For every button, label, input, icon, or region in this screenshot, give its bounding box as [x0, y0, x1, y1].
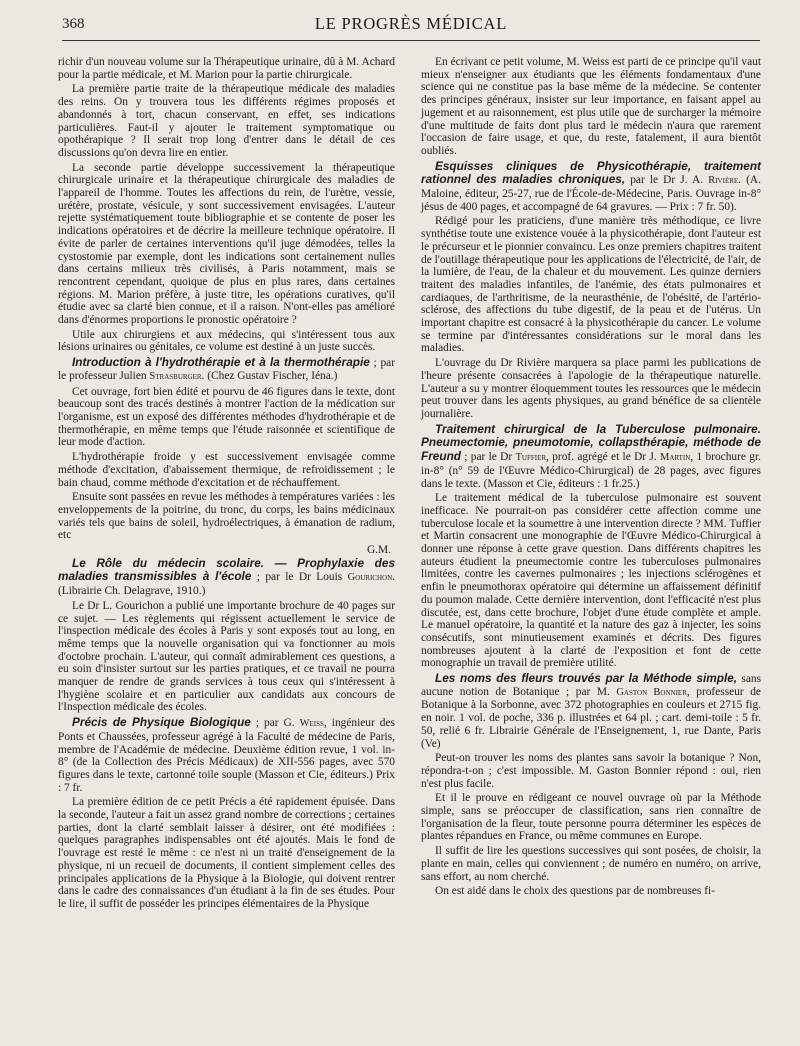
paragraph: Il suffit de lire les questions successives qui sont posées, de choisir, la plante en main, celles qui conviennent ; de numéro en numéro, on arrive, sans effort, au nom cherché. [421, 845, 761, 883]
paragraph: L'hydrothérapie froide y est successivement envisagée comme méthode d'excitation, d'abaissement thermique, de refroidissement ; le bain chaud, comme méthode d'excitation et de réchauffement. [58, 451, 395, 489]
review-heading-physicotherapy [421, 160, 761, 214]
review-publisher: . (Chez Gustav Fischer, Iéna.) [201, 369, 338, 382]
review-heading-school-doctor [58, 557, 395, 598]
paragraph: Rédigé pour les praticiens, d'une manière très méthodique, ce livre synthétise toute une existence vouée à la physicothérapie, dont l'auteur est le précurseur et le pionnier convaincu. Les onze premiers chapitres traitent de l'outillage thérapeutique pour les applications de l'électricité, de l'air, de la lumière, de l'eau, de la chaleur et du mouvement. Les quinze derniers traitent des maladies infantiles, de l'anémie, des états pulmonaires et cardiaques, de l'arthritisme, de la neurasthénie, de l'obésité, de l'artério-sclérose, des affections du tube digestif, de la peau et de l'utérus. Un important chapitre est consacré à la physicothérapie du cancer. Le volume se termine par d'intéressantes considérations sur le moral dans les maladies. [421, 215, 761, 355]
paragraph: La seconde partie développe successivement la thérapeutique chirurgicale urinaire et la thérapeutique chirurgicale des maladies de l'appareil de l'homme. Toutes les affections du rein, de l'urètre, vessie, urétère, prostate, vésicule, y sont successivement envisagées. L'auteur rejette systématiquement toute bibliographie et se contente de poser les indications opératoires et de décrire la meilleure technique opératoire. Il évite de parler de certaines interventions qu'il juge démodées, telles la cystostomie par exemple, dont les indications sont certainement nulles dans certains milieux très civilisés, à Paris notamment, mais se rencontrent cependant, quoique de plus en plus rares, dans certaines régions. M. Marion préfère, à juste titre, les opérations curatives, qu'il étudie avec sa clarté bien connue, et il a raison. N'ont-elles pas amélioré dans d'énormes proportions le pronostic opératoire ? [58, 161, 395, 327]
paragraph: Ensuite sont passées en revue les méthodes à températures variées : les enveloppements de la poitrine, du tronc, du corps, les bains médicinaux variés tels que bains de soleil, hydroélectriques, à émanation de radium, etc [58, 491, 395, 542]
review-byline: ; par le professeur Julien [58, 357, 395, 382]
journal-title: LE PROGRÈS MÉDICAL [314, 14, 508, 33]
paragraph: Et il le prouve en rédigeant ce nouvel ouvrage où par la Méthode simple, sans se préoccuper de classification, sans rien connaître de l'organisation de la fleur, toute personne pourra déterminer les espèces de plantes répandues en France, ou même communes en Europe. [421, 792, 761, 843]
paragraph: On est aidé dans le choix des questions par de nombreuses fi- [435, 885, 715, 898]
paragraph: Cet ouvrage, fort bien édité et pourvu de 46 figures dans le texte, dont beaucoup sont des tracés destinés à montrer l'action de la médication sur l'organisme, est un exposé des différentes méthodes d'hydrothérapie et de thermothérapie, en même temps que l'étude raisonnée et scientifique de leur mode d'action. [58, 385, 395, 449]
review-title: Introduction à l'hydrothérapie et à la thermothérapie [72, 355, 370, 370]
review-author: Rivière [708, 175, 739, 187]
paragraph: Le traitement médical de la tuberculose pulmonaire est souvent inefficace. Ne pourrait-on pas considérer cette affection comme une tuberculose locale et la soumettre à une intervention directe ? MM. Tuffier et Martin consacrent une monographie de l'Œuvre Médico-Chirurgical à donner une réponse à cette grave question. Dans différents chapitres les auteurs étudient la pneumectomie contre les tuberculoses pulmonaires limitées, contre les cavernes pulmonaires ; les injections sclérogènes et enfin le pneumothorax opératoire qui détermine un affaissement définitif du poumon malade. Cette dernière intervention, dont l'efficacité n'est plus discutée, est, dans cette brochure, l'objet d'une étude complète et ample. Le manuel opératoire, la quantité et la nature des gaz à injecter, les soins consécutifs, sont minutieusement examinés et décrits. Des figures nombreuses ajoutent à la clarté de l'exposition et font de cette monographie un travail de première utilité. [421, 492, 761, 670]
paragraph: En écrivant ce petit volume, M. Weiss est parti de ce principe qu'il vaut mieux n'enseigner aux étudiants que les éléments fondamentaux d'une science qui ne constitue pas la base même de la médecine. Se contenter des principes généraux, insister sur leur importance, en faisant appel au jugement et au raisonnement, est plus utile que de surcharger la mémoire d'une multitude de faits dont plus tard le médecin n'aura que rarement l'occasion de faire usage, et que, du reste, fatalement, il aura bientôt oubliés. [421, 56, 761, 157]
review-publisher: , 1 brochure gr. in-8° (n° 59 de l'Œuvre Médico-Chirurgical) de 28 pages, avec figures dans le texte. (Masson et Cie, éditeurs : 1 fr.25.) [421, 451, 762, 490]
review-author: Tuffier [515, 452, 547, 464]
paragraph: La première édition de ce petit Précis a été rapidement épuisée. Dans la seconde, l'auteur a fait un assez grand nombre de corrections ; certaines parties, dont la clarté semblait laisser à désirer, ont été modifiées : quelques paragraphes indispensables ont été ajoutés. Mais le fond de l'ouvrage est resté le même : ce n'est ni un traité d'enseignement de la physique, ni un recueil de documents, il contient simplement celles des principales applications de la Physique à la Biologie, qui doivent rentrer dans le cadre des connaissances d'un étudiant à la fin de ses études. Pour le lire, il suffit de posséder les principes élémentaires de la Physique [58, 796, 395, 910]
review-byline: ; par le Dr Louis [251, 571, 348, 584]
review-author: Gourichon [347, 572, 393, 584]
review-title: Esquisses cliniques de Physicothérapie, traitement rationnel des maladies chroniques, [421, 158, 761, 187]
review-title: Les noms des fleurs trouvés par la Méthode simple, [435, 671, 738, 686]
review-publisher: , ingénieur des Ponts et Chaussées, professeur agrégé à la Faculté de médecine de Paris, membre de l'Académie de médecine. Deuxième édition revue, 1 vol. in-8° (de la Collection des Précis Médicaux) de XII-556 pages, avec 570 figures dans le texte, cartonné toile souple (Masson et Cie, éditeurs.) Prix : 7 fr. [58, 717, 395, 794]
left-column [58, 56, 395, 913]
paragraph: Utile aux chirurgiens et aux médecins, qui s'intéressent tous aux lésions urinaires ou génitales, ce volume est destiné à un juste succès. [58, 328, 395, 354]
review-author: Weiss [299, 718, 324, 730]
review-heading-tuberculosis [421, 423, 761, 491]
review-title: Précis de Physique Biologique [72, 715, 251, 730]
review-heading-flowers [421, 672, 761, 750]
right-column [421, 56, 761, 900]
review-byline: ; par le Dr [460, 451, 516, 464]
review-publisher: . (Librairie Ch. Delagrave, 1910.) [58, 571, 395, 598]
review-publisher: . (A. Maloine, éditeur, 25-27, rue de l'École-de-Médecine, Paris. Ouvrage in-8° jésus de 400 pages, et accompagné de 64 gravures. — Prix : 7 fr. 50). [421, 174, 761, 213]
review-heading-biophysics [58, 716, 395, 794]
review-heading-hydrotherapy [58, 356, 395, 383]
review-author: Strasburger [149, 370, 202, 382]
paragraph: richir d'un nouveau volume sur la Thérapeutique urinaire, dû à M. Achard pour la partie médicale, et M. Marion pour la partie chirurgicale. [58, 56, 395, 81]
review-author: Gaston Bonnier [616, 686, 687, 698]
page-number: 368 [62, 16, 85, 32]
reviewer-signature: G.M. [366, 544, 391, 557]
review-publisher: , professeur de Botanique à la Sorbonne, avec 372 photographies en couleurs et 2715 fig. en noir. 1 vol. de poche, 336 p. illustrées et 64 pl. ; cart. demi-toile : 5 fr. 50, relié 6 fr. Librairie Générale de l'Enseignement, 1, rue Dante, Paris (Ve) [421, 685, 761, 750]
paragraph: La première partie traite de la thérapeutique médicale des maladies des reins. On y trouvera tous les différents régimes proposés et abandonnés à tort, chacun conservant, en effet, ses indications particulières. Faut-il y ajouter le traitement symptomatique ou opothérapique ? Il serait trop long d'entrer dans le détail de ces discussions qu'on devra lire en entier. [58, 83, 395, 159]
review-byline-middle: , prof. agrégé et le Dr J. [546, 451, 661, 464]
page-header [62, 12, 760, 41]
paragraph: L'ouvrage du Dr Rivière marquera sa place parmi les publications de l'heure présente consacrées à l'apologie de la thérapeutique naturelle. L'auteur a su y montrer éloquemment toutes les ressources que le médecin peut trouver dans les agents physiques, au grand bénéfice de sa clientèle journalière. [421, 357, 761, 420]
review-byline: sans aucune notion de Botanique ; par M. [421, 673, 761, 698]
paragraph: Le Dr L. Gourichon a publié une importante brochure de 40 pages sur ce sujet. — Les règlements qui régissent actuellement le service de l'inspection médicale des écoles à Paris y sont exposés tout au long, en même temps que la nouvelle organisation qui va fonctionner au mois d'octobre prochain. L'auteur, qui connaît admirablement ces questions, a eu soin d'insister surtout sur les parties pratiques, et ce travail ne pourra manquer de rendre de grands services à tous ceux qui s'intéressent à l'hygiène scolaire et en particulier aux candidats aux concours de l'Inspection médicale des écoles. [58, 599, 395, 714]
review-byline: ; par G. [250, 717, 300, 730]
review-title: Traitement chirurgical de la Tuberculose pulmonaire. Pneumectomie, pneumotomie, collapsthérapie, méthode de Freund [421, 421, 761, 464]
review-title: Le Rôle du médecin scolaire. — Prophylaxie des maladies transmissibles à l'école [58, 555, 395, 584]
review-byline: par le Dr J. A. [625, 174, 709, 187]
review-author-second: Martin [660, 452, 691, 464]
paragraph: Peut-on trouver les noms des plantes sans savoir la botanique ? Non, répondra-t-on ; c'est impossible. M. Gaston Bonnier répond : oui, rien n'est plus facile. [421, 752, 761, 790]
